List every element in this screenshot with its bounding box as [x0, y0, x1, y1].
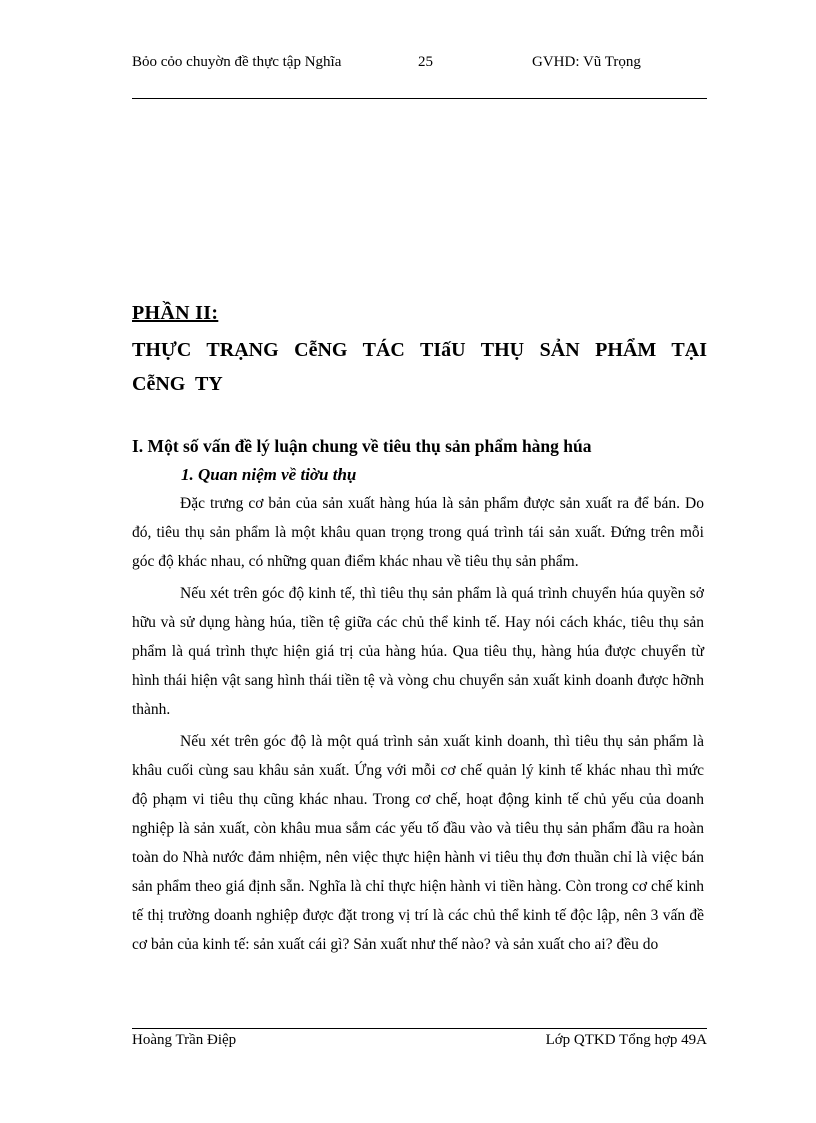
page-header — [132, 52, 707, 99]
page-footer — [132, 1028, 707, 1048]
section-heading: I. Một số vấn đề lý luận chung về tiêu thụ sản phẩm hàng húa — [132, 436, 592, 456]
header-report-title: Bỏo cỏo chuyờn đề thực tập Nghĩa — [132, 54, 342, 70]
body-text — [132, 489, 704, 959]
subsection-heading: 1. Quan niệm về tiờu thụ — [181, 465, 357, 484]
header-supervisor: GVHD: Vũ Trọng — [532, 54, 641, 70]
paragraph: Nếu xét trên góc độ là một quá trình sản xuất kinh doanh, thì tiêu thụ sản phẩm là khâu cuối cùng sau khâu sản xuất. Ứng với mỗi cơ chế quản lý kinh tế khác nhau thì mức độ phạm vi tiêu thụ cũng khác nhau. Trong cơ chế, hoạt động kinh tế chủ yếu của doanh nghiệp là sản xuất, còn khâu mua sắm các yếu tố đầu vào và tiêu thụ sản phẩm đầu ra hoàn toàn do Nhà nước đảm nhiệm, nên việc thực hiện hành vi tiêu thụ đơn thuần chỉ là việc bán sản phẩm theo giá định sẵn. Nghĩa là chỉ thực hiện hành vi tiền hàng. Còn trong cơ chế kinh tế thị trường doanh nghiệp được đặt trong vị trí là các chủ thể kinh tế độc lập, nên 3 vấn đề cơ bản của kinh tế: sản xuất cái gì? Sản xuất như thế nào? và sản xuất cho ai? đều do — [132, 733, 704, 953]
paragraph: Nếu xét trên góc độ kinh tế, thì tiêu thụ sản phẩm là quá trình chuyển húa quyền sở hữu và sử dụng hàng húa, tiền tệ giữa các chủ thể kinh tế. Hay nói cách khác, tiêu thụ sản phẩm là quá trình thực hiện giá trị của hàng húa. Qua tiêu thụ, hàng húa được chuyển từ hình thái hiện vật sang hình thái tiền tệ và vòng chu chuyển sản xuất kinh doanh được hỡnh thành. — [132, 585, 704, 718]
chapter-title: THỰC TRẠNG CễNG TÁC TIấU THỤ SẢN PHẨM TẠI CễNG TY — [132, 339, 707, 395]
footer-author: Hoàng Trần Điệp — [132, 1032, 237, 1048]
footer-class: Lớp QTKD Tổng hợp 49A — [545, 1032, 707, 1048]
header-page-number: 25 — [418, 54, 433, 70]
part-heading: PHẦN II: — [132, 302, 219, 324]
paragraph: Đặc trưng cơ bản của sản xuất hàng húa là sản phẩm được sản xuất ra để bán. Do đó, tiêu thụ sản phẩm là một khâu quan trọng trong quá trình tái sản xuất. Đứng trên mỗi góc độ khác nhau, có những quan điểm khác nhau về tiêu thụ sản phẩm. — [132, 495, 704, 570]
